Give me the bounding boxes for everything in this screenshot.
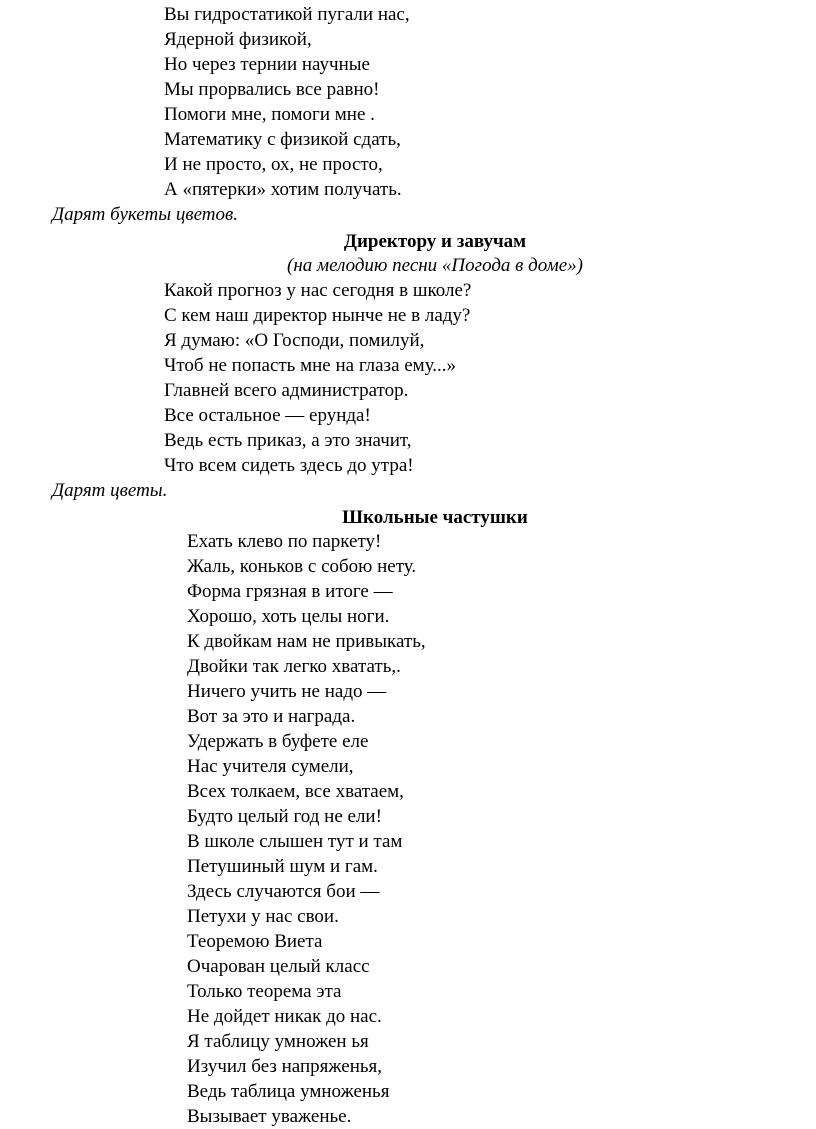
verse1-line: Помоги мне, помоги мне . (164, 104, 375, 125)
verse3-line: Нас учителя сумели, (187, 756, 354, 777)
verse3-line: Удержать в буфете еле (187, 731, 369, 752)
verse3-line: Форма грязная в итоге — (187, 581, 393, 602)
verse1-line: А «пятерки» хотим получать. (164, 179, 402, 200)
verse3-line: Будто целый год не ели! (187, 806, 382, 827)
verse2-line: Я думаю: «О Господи, помилуй, (164, 330, 425, 351)
verse3-line: В школе слышен тут и там (187, 831, 403, 852)
section-heading: Директору и завучам (343, 231, 527, 252)
verse3-line: Я таблицу умножен ья (187, 1031, 369, 1052)
verse3-line: Ничего учить не надо — (187, 681, 387, 702)
verse2-line: Ведь есть приказ, а это значит, (164, 430, 412, 451)
verse2-line: Что всем сидеть здесь до утра! (164, 455, 414, 476)
verse3-line: Вызывает уваженье. (187, 1106, 352, 1127)
verse3-line: Теоремою Виета (187, 931, 323, 952)
verse3-line: Ехать клево по паркету! (187, 531, 382, 552)
verse3-line: Не дойдет никак до нас. (187, 1006, 382, 1027)
verse1-line: И не просто, ох, не просто, (164, 154, 383, 175)
verse3-line: Вот за это и награда. (187, 706, 356, 727)
verse2-line: С кем наш директор нынче не в ладу? (164, 305, 471, 326)
verse2-line: Чтоб не попасть мне на глаза ему...» (164, 355, 457, 376)
verse3-line: Изучил без напряженья, (187, 1056, 383, 1077)
verse1-line: Вы гидростатикой пугали нас, (164, 4, 410, 25)
stage-note: Дарят букеты цветов. (52, 204, 238, 225)
section-heading: Школьные частушки (342, 507, 528, 528)
verse3-line: Ведь таблица умноженья (187, 1081, 390, 1102)
verse3-line: Жаль, коньков с собою нету. (187, 556, 417, 577)
verse3-line: Только теорема эта (187, 981, 342, 1002)
verse1-line: Ядерной физикой, (164, 29, 312, 50)
verse2-line: Главней всего администратор. (164, 380, 409, 401)
verse2-line: Все остальное — ерунда! (164, 405, 371, 426)
section-subheading: (на мелодию песни «Погода в доме») (287, 255, 583, 276)
verse3-line: Петушиный шум и гам. (187, 856, 378, 877)
verse2-line: Какой прогноз у нас сегодня в школе? (164, 280, 472, 301)
verse3-line: Здесь случаются бои — (187, 881, 380, 902)
verse3-line: К двойкам нам не привыкать, (187, 631, 426, 652)
stage-note: Дарят цветы. (52, 480, 168, 501)
verse1-line: Математику с физикой сдать, (164, 129, 401, 150)
verse3-line: Петухи у нас свои. (187, 906, 339, 927)
verse3-line: Очарован целый класс (187, 956, 370, 977)
verse3-line: Хорошо, хоть целы ноги. (187, 606, 390, 627)
verse1-line: Но через тернии научные (164, 54, 370, 75)
verse3-line: Всех толкаем, все хватаем, (187, 781, 404, 802)
verse1-line: Мы прорвались все равно! (164, 79, 380, 100)
verse3-line: Двойки так легко хватать,. (187, 656, 401, 677)
